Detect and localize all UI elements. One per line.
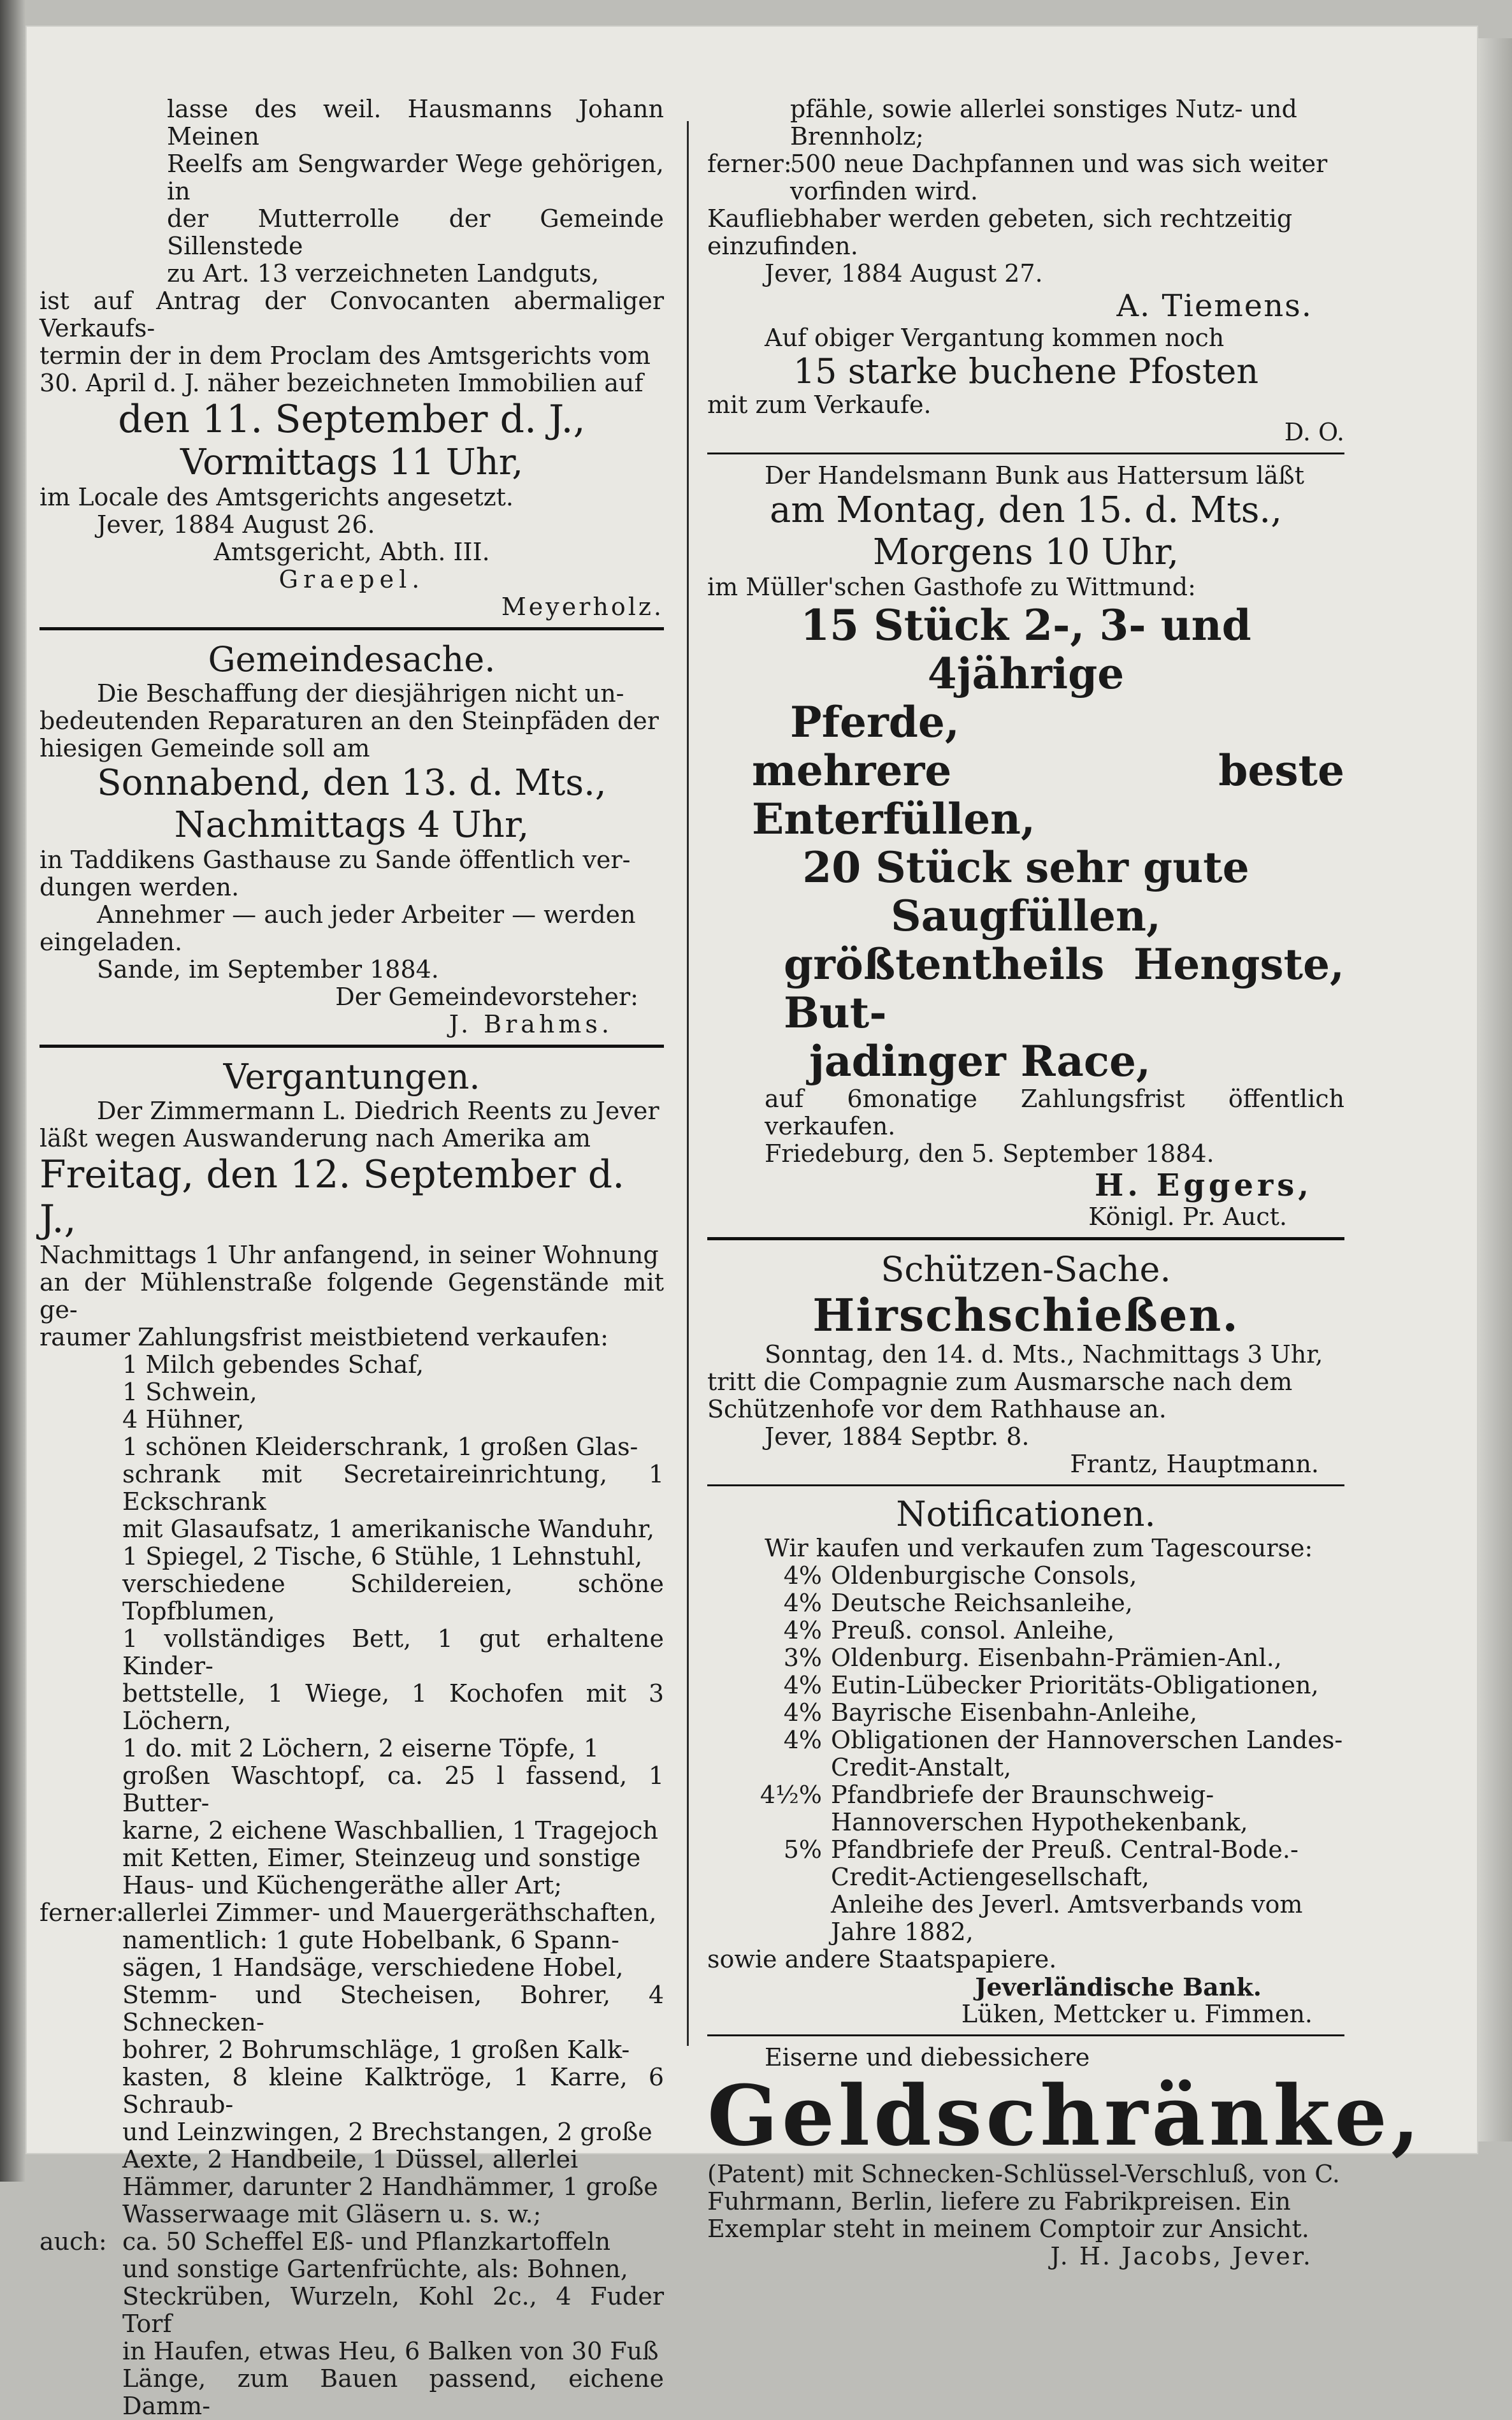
- event-title: Hirschschießen.: [812, 1289, 1239, 1342]
- list-item: 1 Milch gebendes Schaf,: [122, 1351, 424, 1379]
- item-list: [40, 1351, 664, 1899]
- security-name: Pfandbriefe der Braunschweig-Hannoverschen Hypothekenbank,: [831, 1781, 1248, 1836]
- right-column: [707, 95, 1424, 2270]
- dateline: Friedeburg, den 5. September 1884.: [765, 1140, 1214, 1168]
- body-line: bedeutenden Reparaturen an den Steinpfäden der: [40, 707, 659, 735]
- column-divider: [687, 121, 689, 2046]
- signer: H. Eggers,: [1094, 1168, 1313, 1203]
- list-item: namentlich: 1 gute Hobelbank, 6 Spann-: [122, 1926, 619, 1954]
- book-binding: [0, 0, 25, 2182]
- bank-partners: Lüken, Mettcker u. Fimmen.: [961, 2000, 1313, 2028]
- body-line: raumer Zahlungsfrist meistbietend verkaufen:: [40, 1323, 608, 1351]
- section-rule: [707, 453, 1344, 454]
- list-item: [707, 1672, 1344, 1699]
- signer: Graepel.: [278, 565, 425, 593]
- security-name: Anleihe des Jeverl. Amtsverbands vom Jahre 1882,: [831, 1890, 1303, 1946]
- body-line: Fuhrmann, Berlin, liefere zu Fabrikpreisen. Ein: [707, 2187, 1291, 2215]
- section-rule: [707, 1237, 1344, 1240]
- body-line: in Taddikens Gasthause zu Sande öffentlich ver-: [40, 846, 631, 874]
- body-line: vorfinden wird.: [790, 177, 978, 205]
- body-line: Der Handelsmann Bunk aus Hattersum läßt: [765, 461, 1304, 489]
- signer: J. Brahms.: [449, 1010, 613, 1038]
- list-item: und sonstige Gartenfrüchte, als: Bohnen,: [122, 2255, 628, 2283]
- auction-time: Vormittags 11 Uhr,: [180, 442, 524, 483]
- lot-line: jadinger Race,: [809, 1036, 1151, 1086]
- list-item: verschiedene Schildereien, schöne Topfblumen,: [122, 1570, 664, 1625]
- list-item: Stemm- und Stecheisen, Bohrer, 4 Schnecken-: [122, 1981, 664, 2036]
- list-item: [707, 1891, 1344, 1946]
- section-rule: [40, 627, 664, 630]
- list-item: schrank mit Secretaireinrichtung, 1 Eckschrank: [122, 1460, 664, 1516]
- body-line: Brennholz;: [790, 122, 924, 150]
- security-name: Obligationen der Hannoverschen Landes-Credit-Anstalt,: [831, 1726, 1343, 1781]
- rate: [707, 1891, 831, 1946]
- product-title: Geldschränke,: [707, 2067, 1424, 2164]
- body-line: (Patent) mit Schnecken-Schlüssel-Verschluß, von C.: [707, 2160, 1341, 2188]
- section-rule: [707, 2034, 1344, 2036]
- security-name: Oldenburg. Eisenbahn-Prämien-Anl.,: [831, 1644, 1282, 1672]
- list-item: mit Glasaufsatz, 1 amerikanische Wanduhr,: [122, 1515, 655, 1543]
- dateline: Sande, im September 1884.: [97, 955, 439, 983]
- section-rule: [40, 1045, 664, 1048]
- section-rule: [707, 1484, 1344, 1486]
- ferner-label: ferner:: [707, 150, 792, 178]
- rate: 4%: [783, 1589, 822, 1617]
- list-item: [707, 1590, 1344, 1617]
- intro-line: termin der in dem Proclam des Amtsgerichts vom: [40, 342, 651, 370]
- dateline: Jever, 1884 Septbr. 8.: [765, 1423, 1030, 1451]
- body-line: Eiserne und diebessichere: [765, 2043, 1090, 2071]
- list-item: [707, 1836, 1344, 1891]
- list-item: bettstelle, 1 Wiege, 1 Kochofen mit 3 Löchern,: [122, 1679, 664, 1735]
- list-item: [707, 1727, 1344, 1781]
- left-column: [40, 96, 664, 2420]
- list-item: ca. 50 Scheffel Eß- und Pflanzkartoffeln: [122, 2228, 611, 2256]
- rate: 4½%: [760, 1781, 822, 1809]
- rate: 5%: [783, 1836, 822, 1864]
- auction-time: Morgens 10 Uhr,: [872, 532, 1179, 573]
- court-name: Amtsgericht, Abth. III.: [213, 538, 490, 566]
- auction-place: im Müller'schen Gasthofe zu Wittmund:: [707, 573, 1196, 601]
- list-item: in Haufen, etwas Heu, 6 Balken von 30 Fuß: [122, 2337, 659, 2365]
- horse-auction: [707, 462, 1344, 1231]
- list-item: Wasserwaage mit Gläsern u. s. w.;: [122, 2200, 542, 2228]
- security-name: Bayrische Eisenbahn-Anleihe,: [831, 1699, 1198, 1727]
- auch-label: auch:: [40, 2228, 107, 2256]
- intro-line: der Mutterrolle der Gemeinde Sillenstede: [167, 205, 664, 260]
- list-item: [707, 1562, 1344, 1590]
- security-name: Eutin-Lübecker Prioritäts-Obligationen,: [831, 1671, 1319, 1699]
- body-line: Sonntag, den 14. d. Mts., Nachmittags 3 Uhr,: [765, 1340, 1323, 1368]
- body-line: auf 6monatige Zahlungsfrist öffentlich verkaufen.: [765, 1085, 1344, 1140]
- dateline: Jever, 1884 August 27.: [765, 259, 1043, 287]
- auction-notice-1: [40, 96, 664, 621]
- list-item: karne, 2 eichene Waschballien, 1 Tragejoch: [122, 1816, 659, 1844]
- signer: A. Tiemens.: [1116, 288, 1313, 324]
- body-line: 500 neue Dachpfannen und was sich weiter: [790, 150, 1328, 178]
- body-line: dungen werden.: [40, 873, 240, 901]
- body-line: Kaufliebhaber werden gebeten, sich rechtzeitig: [707, 205, 1293, 233]
- body-line: mit zum Verkaufe.: [707, 391, 932, 419]
- body-line: hiesigen Gemeinde soll am: [40, 734, 370, 762]
- list-item: Aexte, 2 Handbeile, 1 Düssel, allerlei: [122, 2145, 579, 2173]
- list-item: Hämmer, darunter 2 Handhämmer, 1 große: [122, 2173, 658, 2201]
- body-line: eingeladen.: [40, 928, 183, 956]
- intro-line: zu Art. 13 verzeichneten Landguts,: [167, 259, 600, 287]
- lot-line: Pferde,: [790, 697, 960, 747]
- section-heading: Gemeindesache.: [208, 639, 496, 679]
- body-line: an der Mühlenstraße folgende Gegenstände mit ge-: [40, 1268, 664, 1324]
- body-line: sowie andere Staatspapiere.: [707, 1945, 1057, 1973]
- auction-date: Freitag, den 12. September d. J.,: [40, 1152, 625, 1242]
- list-item: [707, 1699, 1344, 1727]
- community-notice: [40, 639, 664, 1038]
- rate: 4%: [783, 1671, 822, 1699]
- lot-line: größtentheils Hengste, But-: [784, 939, 1344, 1038]
- section-heading: Notificationen.: [896, 1494, 1156, 1534]
- list-item: 1 do. mit 2 Löchern, 2 eiserne Töpfe, 1: [122, 1734, 599, 1762]
- intro-line: lasse des weil. Hausmanns Johann Meinen: [167, 95, 664, 150]
- bank-name: Jeverländische Bank.: [975, 1973, 1262, 2001]
- list-item: 1 Spiegel, 2 Tische, 6 Stühle, 1 Lehnstuhl,: [122, 1542, 643, 1570]
- rate: 3%: [783, 1644, 822, 1672]
- rate: 4%: [783, 1561, 822, 1590]
- security-name: Pfandbriefe der Preuß. Central-Bode.-Credit-Actiengesellschaft,: [831, 1836, 1299, 1891]
- auction-date: den 11. September d. J.,: [118, 397, 586, 442]
- auction-notice-2: [40, 1057, 664, 2420]
- notice-date: Sonnabend, den 13. d. Mts.,: [97, 762, 607, 804]
- list-item: großen Waschtopf, ca. 25 l fassend, 1 Butter-: [122, 1762, 664, 1817]
- intro-line: ist auf Antrag der Convocanten abermaliger Verkaufs-: [40, 287, 664, 342]
- body-line: Nachmittags 1 Uhr anfangend, in seiner Wohnung: [40, 1241, 659, 1269]
- list-item: Steckrüben, Wurzeln, Kohl 2c., 4 Fuder Torf: [122, 2282, 664, 2338]
- signer: Meyerholz.: [501, 593, 664, 621]
- body-line: Auf obiger Vergantung kommen noch: [765, 324, 1225, 352]
- extra-item: 15 starke buchene Pfosten: [793, 351, 1259, 391]
- body-line: tritt die Compagnie zum Ausmarsche nach dem: [707, 1368, 1293, 1396]
- signer: Frantz, Hauptmann.: [1070, 1450, 1319, 1478]
- rate: 4%: [783, 1616, 822, 1644]
- lot-line: 15 Stück 2-, 3- und 4jährige: [800, 600, 1251, 699]
- list-item: 1 schönen Kleiderschrank, 1 großen Glas-: [122, 1433, 638, 1461]
- body-line: Die Beschaffung der diesjährigen nicht un-: [97, 679, 624, 707]
- security-name: Preuß. consol. Anleihe,: [831, 1616, 1115, 1644]
- shooting-notice: [707, 1249, 1344, 1478]
- intro-line: 30. April d. J. näher bezeichneten Immobilien auf: [40, 369, 644, 397]
- notifications-notice: [707, 1494, 1344, 2028]
- page-edge: [1478, 38, 1512, 2141]
- body-line: einzufinden.: [707, 232, 858, 260]
- ferner-label: ferner:: [40, 1899, 124, 1927]
- body-line: Annehmer — auch jeder Arbeiter — werden: [97, 901, 636, 929]
- list-item: 1 Schwein,: [122, 1378, 257, 1406]
- list-item: kasten, 8 kleine Kalktröge, 1 Karre, 6 Schraub-: [122, 2063, 664, 2119]
- rate: 4%: [783, 1726, 822, 1754]
- signer-role: Der Gemeindevorsteher:: [335, 983, 638, 1011]
- signer: J. H. Jacobs, Jever.: [1050, 2242, 1313, 2270]
- ferner-block: [707, 150, 1344, 205]
- security-name: Oldenburgische Consols,: [831, 1561, 1137, 1590]
- list-item: bohrer, 2 Bohrumschläge, 1 großen Kalk-: [122, 2036, 630, 2064]
- body-line: Schützenhofe vor dem Rathhause an.: [707, 1395, 1167, 1423]
- security-name: Deutsche Reichsanleihe,: [831, 1589, 1133, 1617]
- auction-place: im Locale des Amtsgerichts angesetzt.: [40, 483, 514, 511]
- list-item: [707, 1617, 1344, 1644]
- section-heading: Vergantungen.: [223, 1057, 480, 1097]
- lot-line: 20 Stück sehr gute Saugfüllen,: [802, 843, 1249, 941]
- list-item: und Leinzwingen, 2 Brechstangen, 2 große: [122, 2118, 652, 2146]
- signer-role: Königl. Pr. Auct.: [1088, 1203, 1287, 1231]
- list-item: [707, 1644, 1344, 1672]
- lot-line: mehrere beste Enterfüllen,: [752, 746, 1344, 844]
- intro-line: Reelfs am Sengwarder Wege gehörigen, in: [167, 150, 664, 205]
- list-item: 4 Hühner,: [122, 1405, 245, 1433]
- list-item: sägen, 1 Handsäge, verschiedene Hobel,: [122, 1953, 624, 1982]
- list-item: [707, 1781, 1344, 1836]
- list-item: mit Ketten, Eimer, Steinzeug und sonstige: [122, 1844, 641, 1872]
- rate: 4%: [783, 1699, 822, 1727]
- list-item: Länge, zum Bauen passend, eichene Damm-: [122, 2365, 664, 2420]
- list-item: 1 vollständiges Bett, 1 gut erhaltene Kinder-: [122, 1625, 664, 1680]
- auction-continuation: [707, 96, 1344, 446]
- list-item: Haus- und Küchengeräthe aller Art;: [122, 1871, 563, 1899]
- signer: D. O.: [1284, 418, 1344, 446]
- body-line: Exemplar steht in meinem Comptoir zur Ansicht.: [707, 2215, 1309, 2243]
- section-heading: Schützen-Sache.: [881, 1249, 1171, 1289]
- auction-date: am Montag, den 15. d. Mts.,: [769, 489, 1283, 531]
- list-item: allerlei Zimmer- und Mauergeräthschaften,: [122, 1899, 657, 1927]
- body-line: Der Zimmermann L. Diedrich Reents zu Jever: [97, 1097, 659, 1125]
- safes-advert: [707, 2043, 1424, 2270]
- dateline: Jever, 1884 August 26.: [97, 511, 375, 539]
- securities-list: [707, 1562, 1344, 1946]
- auch-block: [40, 2228, 664, 2420]
- notice-time: Nachmittags 4 Uhr,: [174, 804, 529, 846]
- body-line: läßt wegen Auswanderung nach Amerika am: [40, 1124, 591, 1152]
- body-line: pfähle, sowie allerlei sonstiges Nutz- und: [790, 95, 1297, 123]
- body-line: Wir kaufen und verkaufen zum Tagescourse:: [765, 1534, 1313, 1562]
- ferner-block: [40, 1899, 664, 2228]
